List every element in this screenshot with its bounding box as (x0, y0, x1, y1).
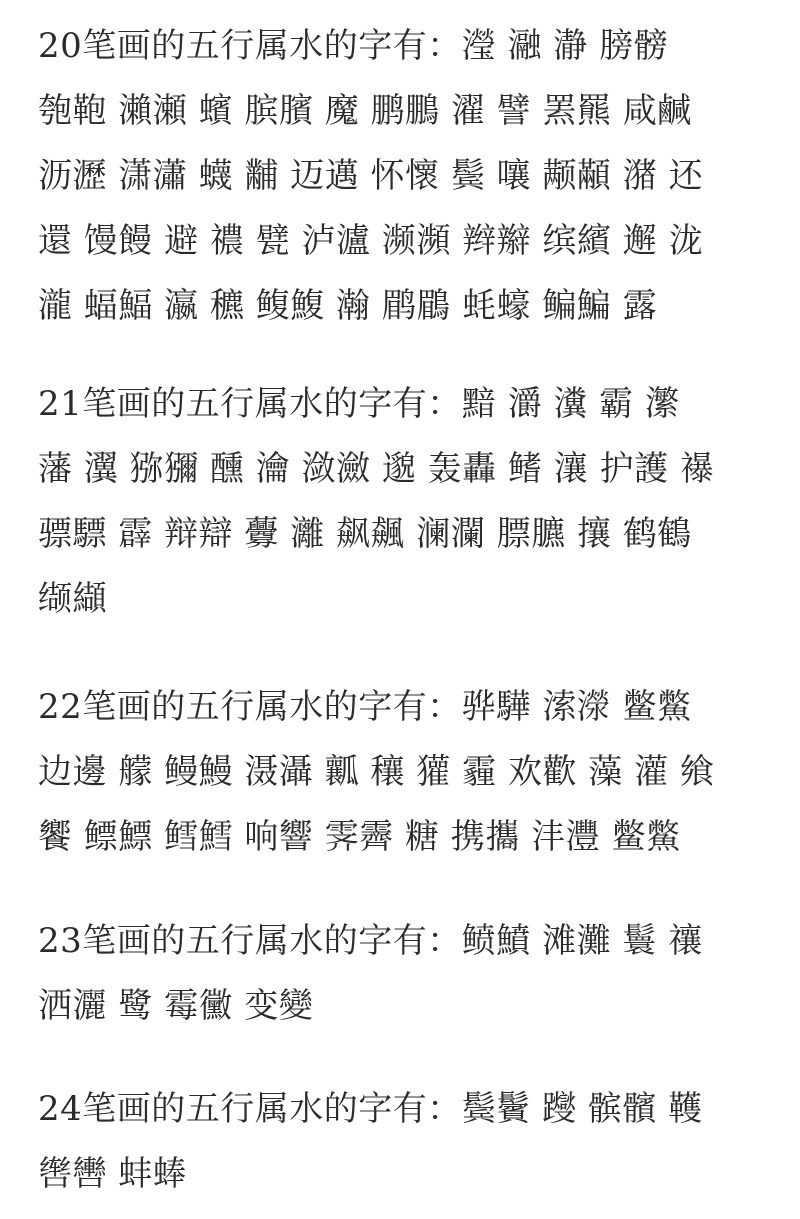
section-22-strokes (38, 675, 778, 870)
text-line: 20笔画的五行属水的字有：瀅 瀜 瀞 膀髈 (38, 26, 669, 66)
section-24-strokes (38, 1077, 778, 1207)
text-line: 24笔画的五行属水的字有：鬓鬢 躞 髌髕 韄 (38, 1089, 703, 1129)
section-21-strokes (38, 372, 778, 632)
text-line: 洒灑 鹭 霉黴 变變 (38, 986, 314, 1026)
text-line: 藩 瀷 猕獼 醺 瀹 潋瀲 邈 轰轟 鳍 瀼 护護 襮 (38, 449, 715, 489)
text-line: 還 馒饅 避 禯 甓 泸瀘 濒瀕 辫辮 缤繽 邂 泷 (38, 221, 704, 261)
text-line: 瀧 蝠鰏 瀛 穮 鳆鰒 瀚 鹛鶥 蚝蠔 鳊鯿 露 (38, 286, 658, 326)
text-line: 饗 鳔鰾 鳕鱈 响響 霁霽 糖 携攜 沣灃 鳖鱉 (38, 817, 681, 857)
section-20-strokes (38, 14, 778, 339)
text-line: 沥瀝 潇瀟 蠛 黼 迈邁 怀懷 鬓 嚷 颟顢 潴 还 (38, 156, 704, 196)
text-line: 匏鞄 瀨瀬 蠙 膑臏 魔 鹏鵬 濯 譬 罴羆 咸鹹 (38, 91, 692, 131)
text-line: 22笔画的五行属水的字有：骅驊 溹濴 鳖鱉 (38, 687, 692, 727)
section-23-strokes (38, 909, 778, 1039)
text-line: 骠驃 霹 辩辯 虋 灕 飙飆 澜瀾 膘臕 攘 鹤鶴 (38, 514, 692, 554)
text-line: 21笔画的五行属水的字有：黯 灂 瀵 霸 瀿 (38, 384, 680, 424)
text-line: 边邊 艨 鳗鰻 滠灄 瓤 穰 獾 霾 欢歡 藻 灌 飨 (38, 752, 715, 792)
text-line: 缬纈 (38, 579, 107, 619)
text-line: 23笔画的五行属水的字有：鲼鱝 滩灘 鬟 禳 (38, 921, 703, 961)
text-line: 辔轡 蚌蜯 (38, 1154, 188, 1194)
